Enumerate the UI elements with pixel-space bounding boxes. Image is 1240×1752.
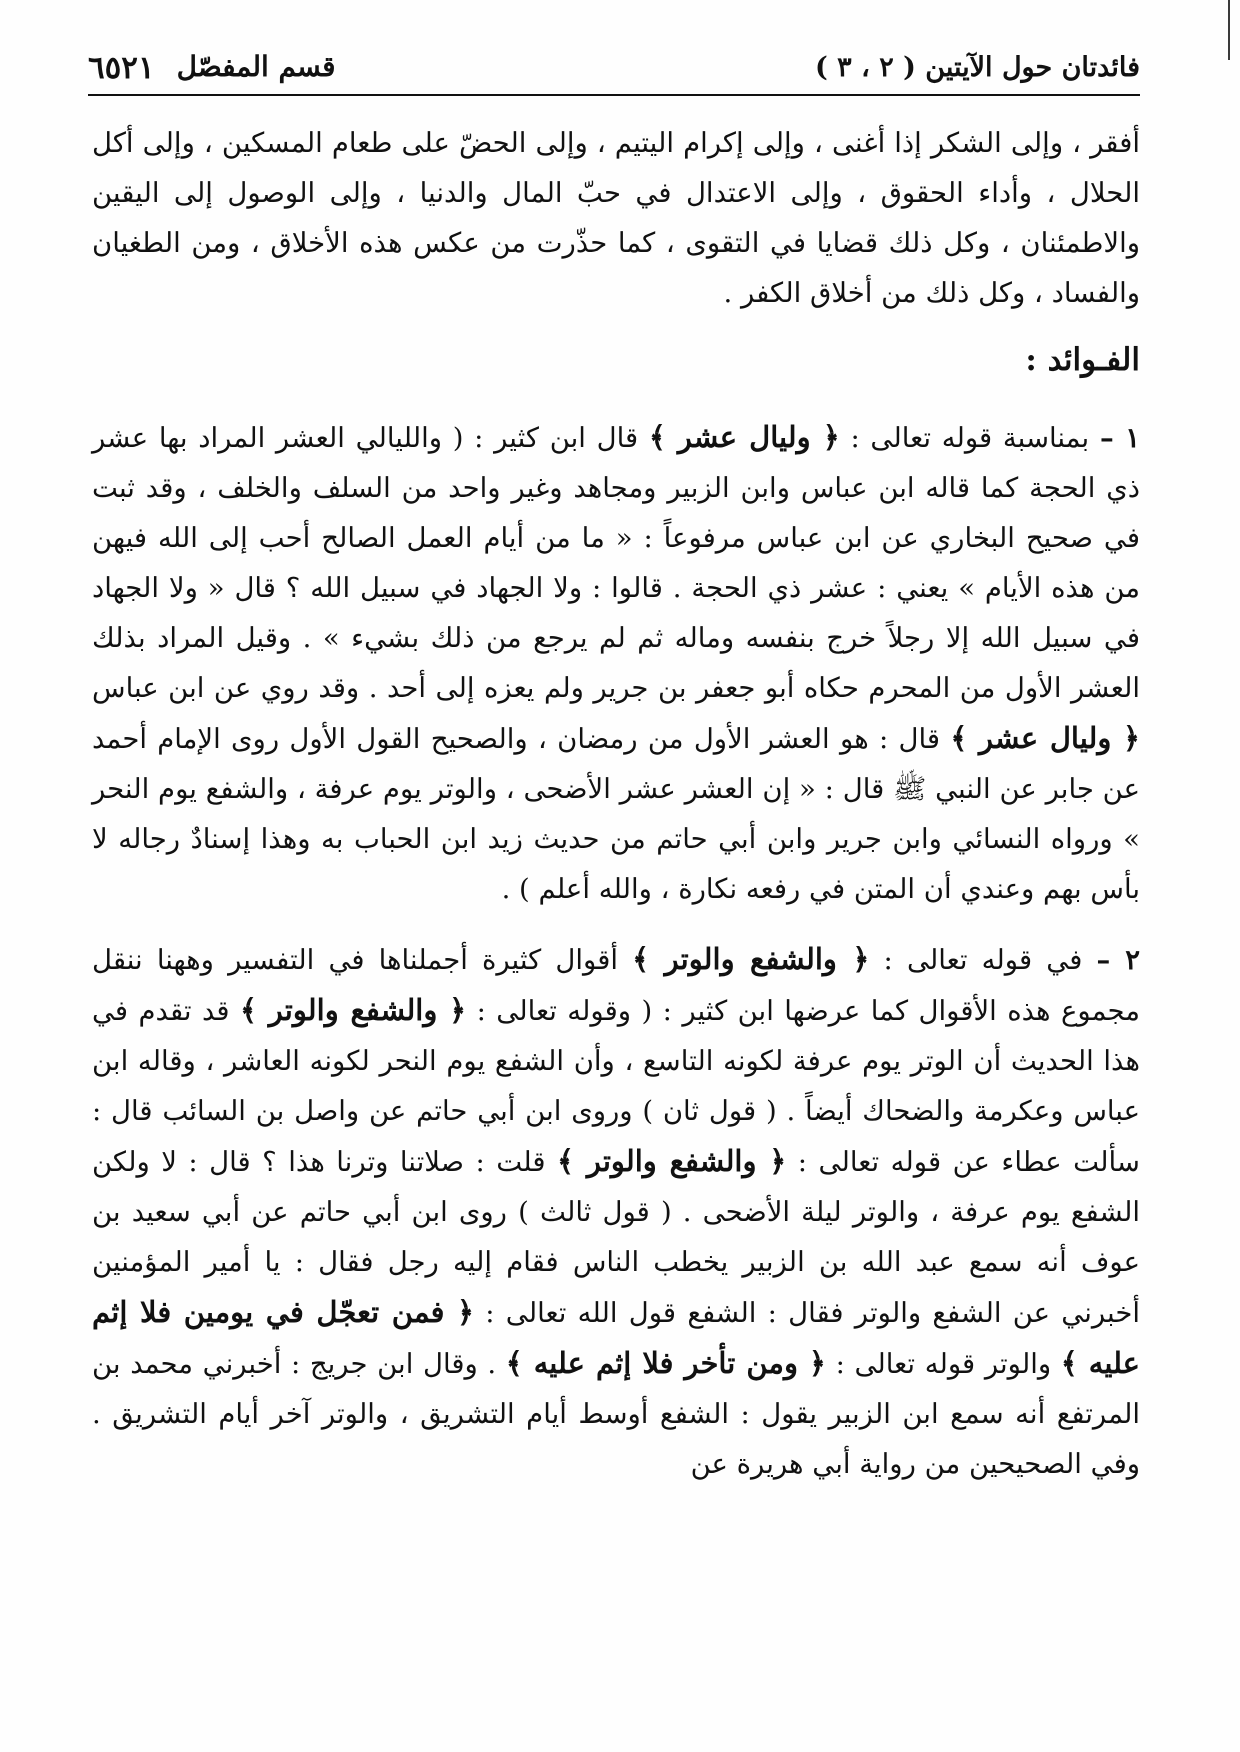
benefit-2-text-e: والوتر قوله تعالى :: [835, 1348, 1052, 1380]
benefit-2-verse-a: ﴿ والشفع والوتر ﴾: [632, 942, 870, 976]
benefit-2-text-b: أقوال كثيرة أجملناها في التفسير وههنا ننقل مجموع هذه الأقوال كما عرضها ابن كثير : ( وقوله تعالى :: [92, 944, 1140, 1027]
scan-edge-mark: [1228, 0, 1230, 60]
benefit-2-verse-d: ﴿ فمن تعجّل في يومين فلا إثم عليه ﴾: [92, 1295, 1140, 1380]
header-rule: [88, 94, 1140, 96]
benefit-2-verse-e: ﴿ ومن تأخر فلا إثم عليه ﴾: [505, 1346, 826, 1380]
page-number: ٦٥٢١: [88, 50, 155, 86]
benefit-2-verse-c: ﴿ والشفع والوتر ﴾: [556, 1144, 787, 1178]
page-body: [92, 118, 1140, 1509]
benefit-2-text-c: قد تقدم في هذا الحديث أن الوتر يوم عرفة لكونه التاسع ، وأن الشفع يوم النحر لكونه العاشر ، وقاله ابن عباس وعكرمة والضحاك أيضاً . ( قول ثان ) وروى ابن أبي حاتم عن واصل بن السائب قال : سألت عطاء عن قوله تعالى :: [92, 995, 1140, 1178]
benefit-1-number: ١ –: [1099, 422, 1141, 454]
benefit-1-verse-b: ﴿ وليال عشر ﴾: [950, 721, 1140, 755]
benefit-2-paragraph: [92, 934, 1140, 1489]
benefit-1-text-b: قال ابن كثير : ( والليالي العشر المراد بها عشر ذي الحجة كما قاله ابن عباس وابن الزبير ومجاهد وغير واحد من السلف والخلف ، وقد ثبت في صحيح البخاري عن ابن عباس مرفوعاً : « ما من أيام العمل الصالح أحب إلى الله فيهن من هذه الأيام » يعني : عشر ذي الحجة . قالوا : ولا الجهاد في سبيل الله ؟ قال « ولا الجهاد في سبيل الله إلا رجلاً خرج بنفسه وماله ثم لم يرجع من ذلك بشيء » . وقيل المراد بذلك العشر الأول من المحرم حكاه أبو جعفر بن جرير ولم يعزه إلى أحد . وقد روي عن ابن عباس: [92, 422, 1140, 704]
benefit-2-number: ٢ –: [1096, 944, 1140, 976]
page-header: [88, 44, 1140, 94]
benefit-1-paragraph: [92, 412, 1140, 914]
benefit-1-text-c: قال : هو العشر الأول من رمضان ، والصحيح القول الأول روى الإمام أحمد عن جابر عن النبي ﷺ قال : « إن العشر عشر الأضحى ، والوتر يوم عرفة ، والشفع يوم النحر » ورواه النسائي وابن جرير وابن أبي حاتم من حديث زيد ابن الحباب به وهذا إسنادٌ رجاله لا بأس بهم وعندي أن المتن في رفعه نكارة ، والله أعلم ) .: [92, 723, 1140, 905]
benefit-2-text-a: في قوله تعالى :: [883, 944, 1083, 976]
intro-paragraph: أفقر ، وإلى الشكر إذا أغنى ، وإلى إكرام اليتيم ، وإلى الحضّ على طعام المسكين ، وإلى أكل الحلال ، وأداء الحقوق ، وإلى الاعتدال في حبّ المال والدنيا ، وإلى الوصول إلى اليقين والاطمئنان ، وكل ذلك قضايا في التقوى ، كما حذّرت من عكس هذه الأخلاق ، ومن الطغيان والفساد ، وكل ذلك من أخلاق الكفر .: [92, 127, 1140, 309]
section-title: الفـوائد :: [1025, 342, 1140, 378]
benefit-1-text-a: بمناسبة قوله تعالى :: [850, 422, 1090, 454]
header-section-and-page: [88, 50, 336, 86]
benefit-2-text-d: قلت : صلاتنا وترنا هذا ؟ قال : لا ولكن الشفع يوم عرفة ، والوتر ليلة الأضحى . ( قول ثالث ) روى ابن أبي حاتم عن أبي سعيد بن عوف أنه سمع عبد الله بن الزبير يخطب الناس فقام إليه رجل فقال : يا أمير المؤمنين أخبرني عن الشفع والوتر فقال : الشفع قول الله تعالى :: [92, 1146, 1140, 1329]
benefit-1-verse-a: ﴿ وليال عشر ﴾: [648, 420, 840, 454]
section-name: قسم المفصّل: [176, 50, 336, 83]
benefit-2-text-f: . وقال ابن جريج : أخبرني محمد بن المرتفع أنه سمع ابن الزبير يقول : الشفع أوسط أيام التشريق ، والوتر آخر أيام التشريق . وفي الصحيحين من رواية أبي هريرة عن: [92, 1348, 1140, 1480]
benefit-2-verse-b: ﴿ والشفع والوتر ﴾: [239, 993, 467, 1027]
running-title: فائدتان حول الآيتين ( ٢ ، ٣ ): [814, 52, 1140, 83]
